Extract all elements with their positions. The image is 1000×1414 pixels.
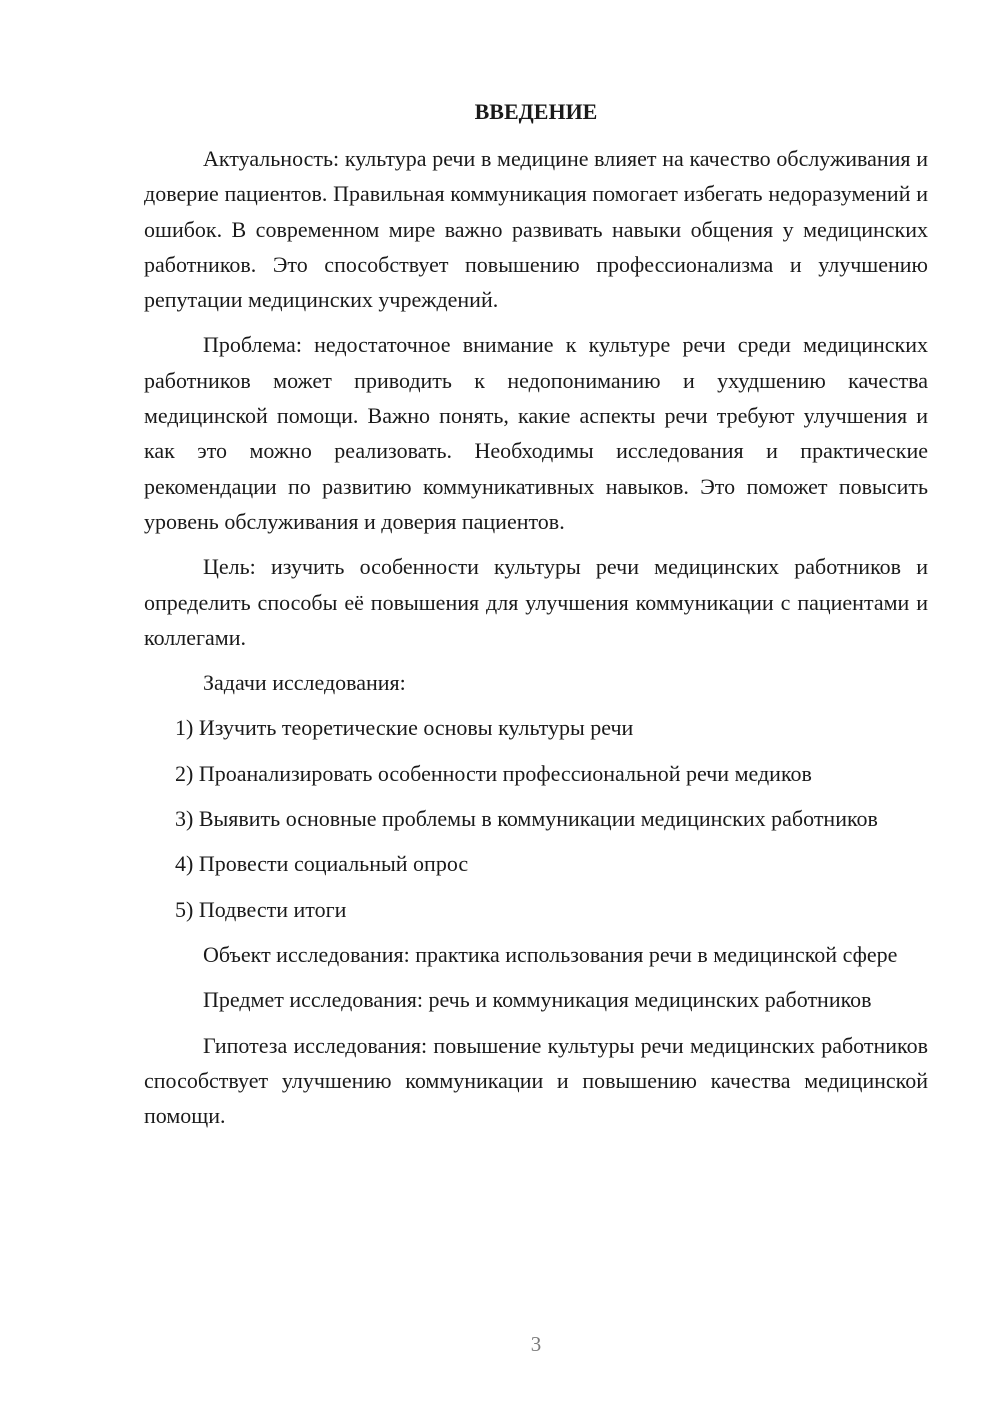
document-body xyxy=(144,94,928,1143)
subject-paragraph: Предмет исследования: речь и коммуникация медицинских работников xyxy=(203,987,872,1013)
task-item-5: 5) Подвести итоги xyxy=(175,896,347,922)
hypothesis-paragraph: Гипотеза исследования: повышение культуры речи медицинских работников способствует улучшению коммуникации и повышению качества медицинской помощи. xyxy=(144,1032,928,1129)
goal-paragraph: Цель: изучить особенности культуры речи медицинских работников и определить способы её повышения для улучшения коммуникации с пациентами и коллегами. xyxy=(144,554,928,650)
page-number: 3 xyxy=(530,1332,542,1356)
task-item-1: 1) Изучить теоретические основы культуры речи xyxy=(175,715,634,741)
task-item-2: 2) Проанализировать особенности профессиональной речи медиков xyxy=(175,760,812,786)
tasks-heading: Задачи исследования: xyxy=(203,670,406,696)
object-paragraph: Объект исследования: практика использования речи в медицинской сфере xyxy=(203,941,898,967)
task-item-4: 4) Провести социальный опрос xyxy=(175,851,469,877)
task-item-3: 3) Выявить основные проблемы в коммуникации медицинских работников xyxy=(175,806,878,832)
section-title: ВВЕДЕНИЕ xyxy=(474,99,598,124)
relevance-paragraph: Актуальность: культура речи в медицине влияет на качество обслуживания и доверие пациентов. Правильная коммуникация помогает избегать недоразумений и ошибок. В современном мире важно развивать навыки общения у медицинских работников. Это способствует повышению профессионализма и улучшению репутации медицинских учреждений. xyxy=(144,146,928,313)
problem-paragraph: Проблема: недостаточное внимание к культуре речи среди медицинских работников может приводить к недопониманию и ухудшению качества медицинской помощи. Важно понять, какие аспекты речи требуют улучшения и как это можно реализовать. Необходимы исследования и практические рекомендации по развитию коммуникативных навыков. Это поможет повысить уровень обслуживания и доверия пациентов. xyxy=(144,332,928,534)
